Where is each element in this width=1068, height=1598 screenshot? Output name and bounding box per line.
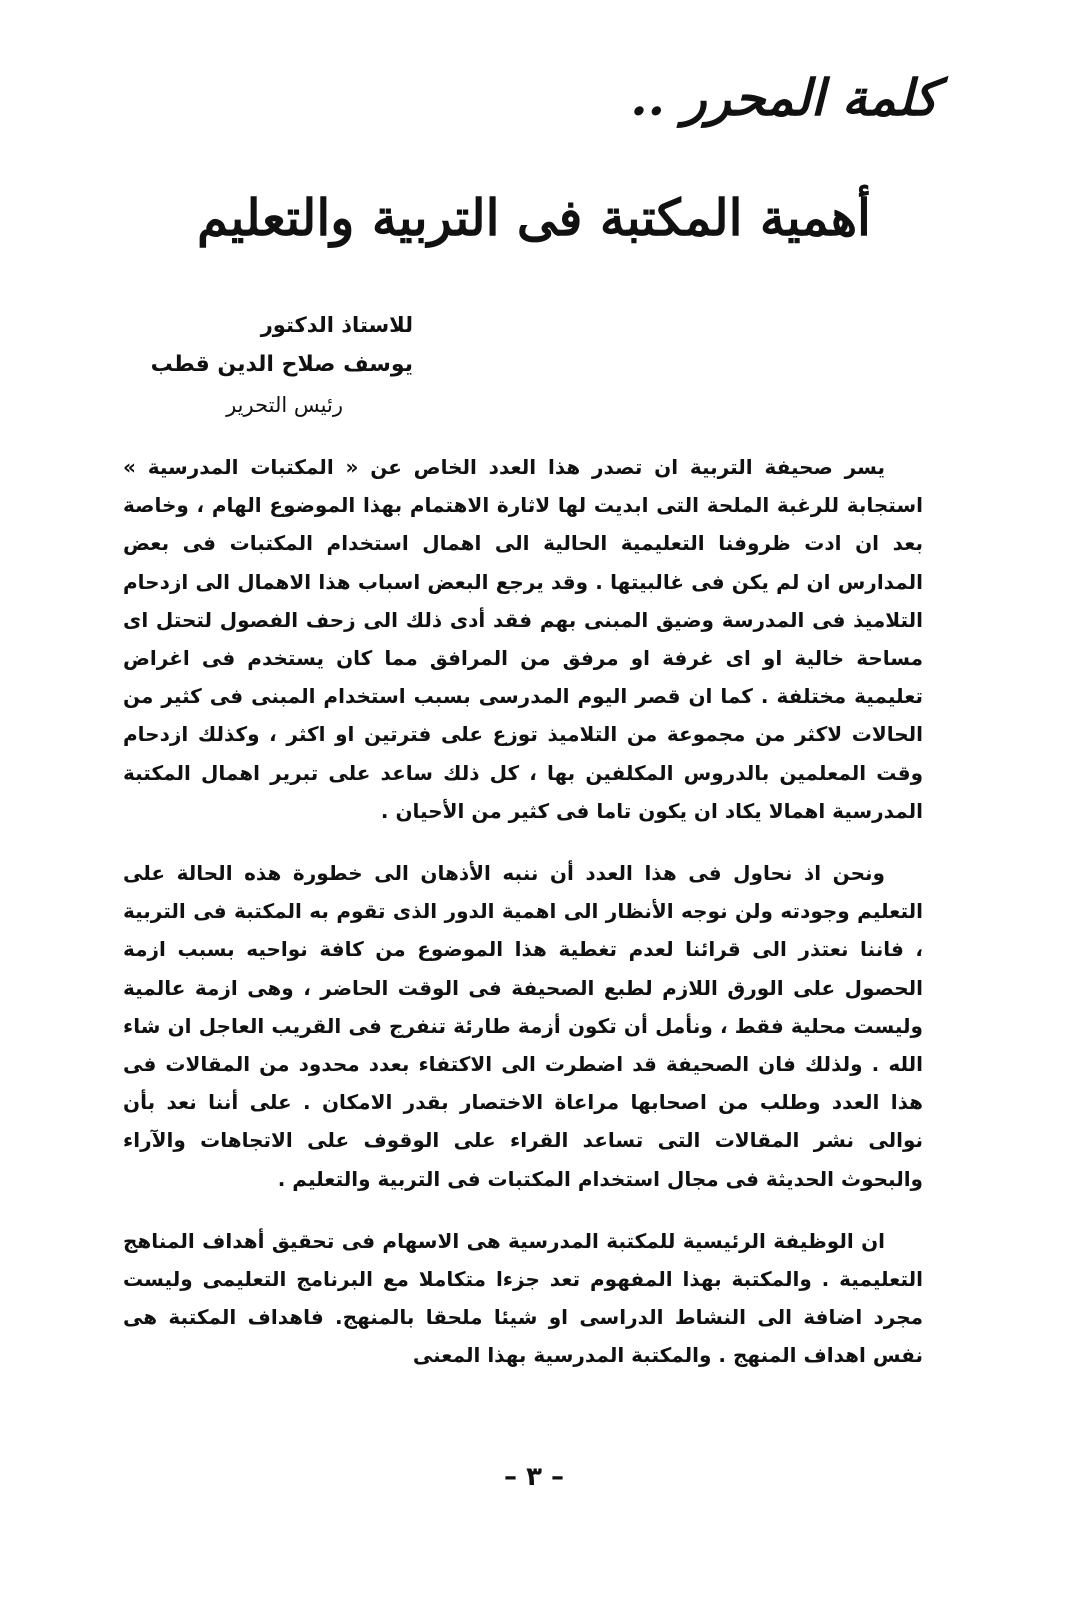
author-name: يوسف صلاح الدين قطب xyxy=(150,352,413,377)
byline xyxy=(151,305,413,425)
article-title: أهمية المكتبة فى التربية والتعليم xyxy=(197,188,871,247)
page-number: – ٣ – xyxy=(504,1462,564,1492)
paragraph-2: ونحن اذ نحاول فى هذا العدد أن ننبه الأذهان الى خطورة هذه الحالة على التعليم وجودته ولن نوجه الأنظار الى اهمية الدور الذى تقوم به المكتبة فى التربية ، فاننا نعتذر الى قرائنا لعدم تغطية هذا الموضوع من كافة نواحيه بسبب ازمة الحصول على الورق اللازم لطبع الصحيفة فى الوقت الحاضر ، وهى ازمة عالمية وليست محلية فقط ، ونأمل أن تكون أزمة طارئة تنفرج فى القريب العاجل ان شاء الله . ولذلك فان الصحيفة قد اضطرت الى الاكتفاء بعدد محدود من المقالات فى هذا العدد وطلب من اصحابها مراعاة الاختصار بقدر الامكان . على أننا نعد بأن نوالى نشر المقالات التى تساعد القراء على الوقوف على الاتجاهات والآراء والبحوث الحديثة فى مجال استخدام المكتبات فى التربية والتعليم . xyxy=(123,861,923,1191)
byline-prefix: للاستاذ الدكتور xyxy=(260,313,413,337)
paragraph-1: يسر صحيفة التربية ان تصدر هذا العدد الخاص عن « المكتبات المدرسية » استجابة للرغبة الملحة التى ابديت لها لاثارة الاهتمام بهذا الموضوع الهام ، وخاصة بعد ان ادت ظروفنا التعليمية الحالية الى اهمال استخدام المكتبات فى بعض المدارس ان لم يكن فى غالبيتها . وقد يرجع البعض اسباب هذا الاهمال الى ازدحام التلاميذ فى المدرسة وضيق المبنى بهم فقد أدى ذلك الى زحف الفصول لتحتل اى مساحة خالية او اى غرفة او مرفق من المرافق مما كان يستخدم فى اغراض تعليمية مختلفة . كما ان قصر اليوم المدرسى بسبب استخدام المبنى فى كثير من الحالات لاكثر من مجموعة من التلاميذ توزع على فترتين او اكثر ، وكذلك ازدحام وقت المعلمين بالدروس المكلفين بها ، كل ذلك ساعد على تبرير اهمال المكتبة المدرسية اهمالا يكاد ان يكون تاما فى كثير من الأحيان . xyxy=(123,455,923,823)
article-body xyxy=(123,448,923,1375)
paragraph-3: ان الوظيفة الرئيسية للمكتبة المدرسية هى الاسهام فى تحقيق أهداف المناهج التعليمية . والمكتبة بهذا المفهوم تعد جزءا متكاملا مع البرنامج التعليمى وليست مجرد اضافة الى النشاط الدراسى او شيئا ملحقا بالمنهج. فاهداف المكتبة هى نفس اهداف المنهج . والمكتبة المدرسية بهذا المعنى xyxy=(123,1228,923,1368)
section-heading: كلمة المحرر .. xyxy=(630,68,938,127)
author-role: رئيس التحرير xyxy=(226,393,343,417)
